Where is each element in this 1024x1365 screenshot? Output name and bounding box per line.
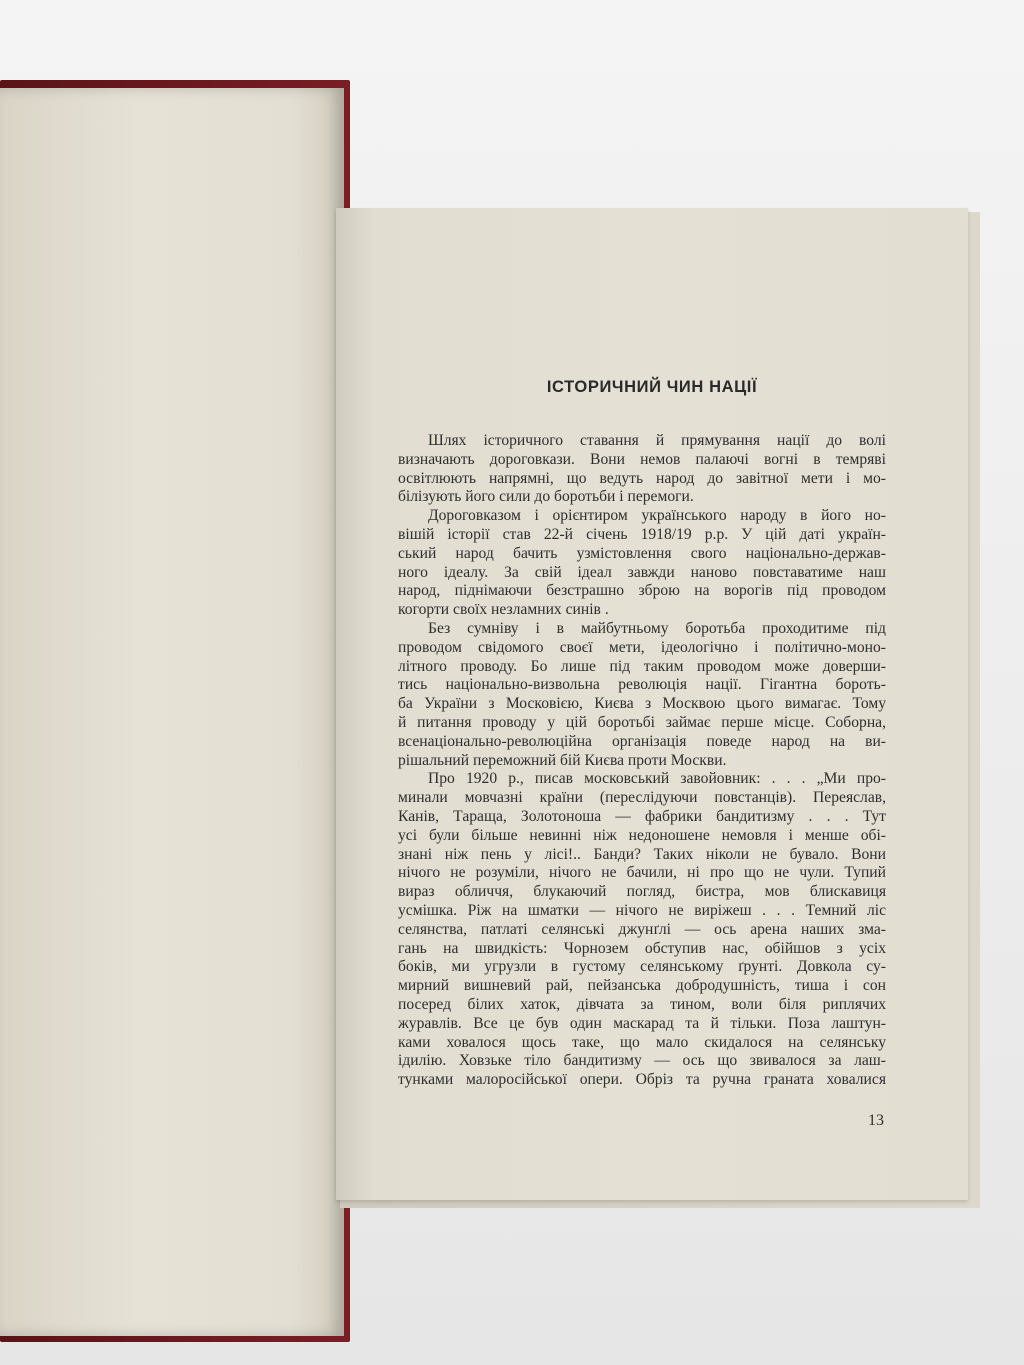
- right-page: [336, 208, 968, 1200]
- text-line: Канів, Тараща, Золотоноша — фабрики бандитизму . . . Тут: [398, 807, 886, 825]
- page-number: 13: [868, 1112, 884, 1129]
- text-line: селянства, патлаті селянські джунґлі — ось арена наших зма-: [398, 920, 886, 938]
- text-line: гань на швидкість: Чорнозем обступив нас, обійшов з усіх: [398, 939, 886, 957]
- text-line: рішальний переможний бій Києва проти Москви.: [398, 751, 727, 769]
- text-line: минали мовчазні країни (переслідуючи повстанців). Переяслав,: [398, 789, 886, 807]
- paragraph: [398, 507, 886, 620]
- text-line: Шлях історичного ставання й прямування нації до волі: [428, 432, 886, 449]
- body-text: [398, 432, 886, 1090]
- text-line: й питання проводу у цій боротьбі займає перше місце. Соборна,: [398, 713, 886, 731]
- text-line: визначають дороговкази. Вони немов палаючі вогні в темряві: [398, 450, 886, 468]
- paragraph: [398, 770, 886, 1090]
- text-line: ба України з Московією, Києва з Москвою цього вимагає. Тому: [398, 695, 886, 713]
- text-line: всенаціонально-революційна організація поведе народ на ви-: [398, 732, 886, 750]
- text-line: вираз обличчя, блукаючий погляд, бистра, мов блискавиця: [398, 883, 886, 901]
- text-line: проводом свідомого своєї мети, ідеологічно і політично-моно-: [398, 638, 886, 656]
- paragraph: [398, 620, 886, 770]
- text-line: когорти своїх незламних синів .: [398, 601, 609, 619]
- text-line: боків, ми угрузли в густому селянському ґрунті. Довкола су-: [398, 958, 886, 976]
- text-line: Без сумніву і в майбутньому боротьба проходитиме під: [428, 619, 886, 637]
- text-line: ного ідеалу. За свій ідеал завжди наново повставатиме наш: [398, 563, 886, 581]
- text-line: ками ховалося щось таке, що мало скидалося на селянську: [398, 1033, 886, 1051]
- chapter-title: ІСТОРИЧНИЙ ЧИН НАЦІЇ: [546, 378, 758, 396]
- text-line: ський народ бачить узмістовлення свого національно-держав-: [398, 544, 886, 562]
- text-line: тись національно-визвольна революція нації. Гігантна борoть-: [398, 676, 886, 694]
- text-line: посеред білих хаток, дівчата за тином, воли біля риплячих: [398, 995, 886, 1013]
- text-line: мирний вишневий рай, пейзанська добродушність, тиша і сон: [398, 977, 886, 995]
- left-blank-page: [0, 88, 344, 1336]
- text-line: тунками малоросійської опери. Обріз та ручна граната ховалися: [398, 1071, 886, 1089]
- paragraph: [398, 432, 886, 507]
- text-line: освітлюють напрямні, що ведуть народ до завітної мети і мо-: [398, 469, 886, 487]
- text-line: ідилію. Ховзьке тіло бандитизму — ось що звивалося за лаш-: [398, 1052, 886, 1070]
- text-line: Про 1920 р., писав московський завойовник: . . . „Ми про-: [428, 770, 886, 788]
- text-line: усмішка. Ріж на шматки — нічого не виріжеш . . . Темний ліс: [398, 901, 886, 919]
- text-line: літного проводу. Бо лише під таким проводом може доверши-: [398, 657, 886, 675]
- text-line: білізують його сили до боротьби і перемоги.: [398, 488, 694, 506]
- text-line: Дороговказом і орієнтиром українського народу в його но-: [428, 507, 886, 525]
- text-line: журавлів. Все це був один маскарад та й тільки. Поза лаштун-: [398, 1014, 886, 1032]
- text-line: знані ніж пень у лісі!.. Банди? Таких ніколи не бувало. Вони: [398, 845, 886, 863]
- text-line: усі були більше невинні ніж недоношене немовля і менше обі-: [398, 826, 886, 844]
- text-line: народ, піднімаючи безстрашно зброю на ворогів під проводом: [398, 582, 886, 600]
- text-line: вішій історії став 22-й січень 1918/19 р.р. У цій даті україн-: [398, 525, 886, 543]
- text-line: нічого не розуміли, нічого не бачили, ні про що не чули. Тупий: [398, 864, 886, 882]
